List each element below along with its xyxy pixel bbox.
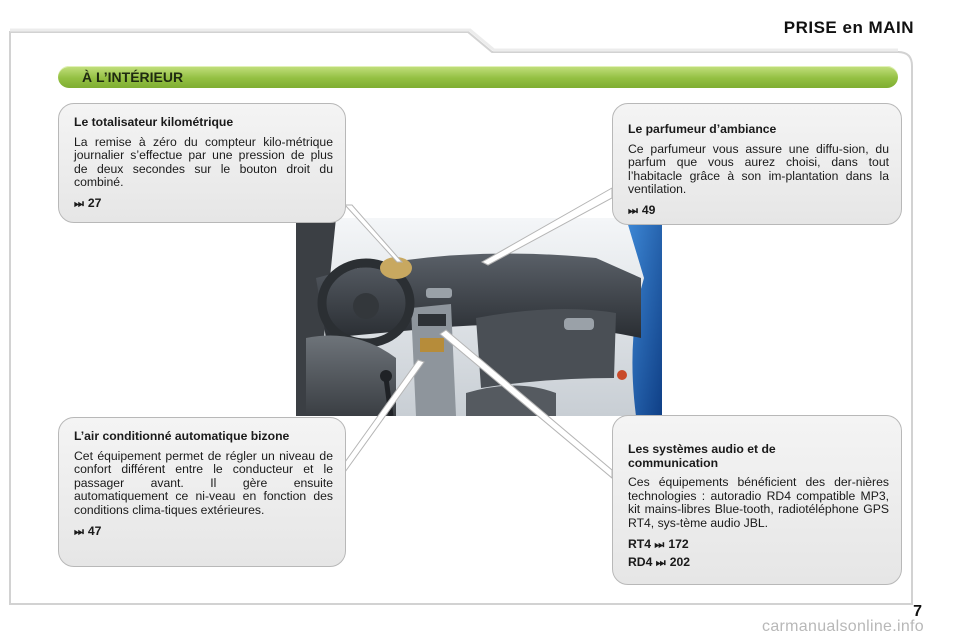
- page-reference-icon: ⏭: [628, 204, 638, 217]
- page-number: 7: [913, 603, 922, 620]
- page-reference[interactable]: [628, 204, 889, 219]
- page-reference-icon: ⏭: [74, 525, 84, 538]
- page-title: PRISE en MAIN: [783, 18, 914, 37]
- callout-air-conditioning: [58, 417, 346, 567]
- page-reference-number: 172: [668, 536, 689, 551]
- section-banner: [58, 66, 898, 88]
- page-reference-label: RT4: [628, 536, 652, 551]
- callout-text: La remise à zéro du compteur kilo-métrique journalier s’effectue par une pression de plus de deux secondes sur le bouton droit du combiné.: [74, 134, 333, 190]
- page-reference[interactable]: [74, 525, 333, 540]
- callout-title: Les systèmes audio et de communication: [628, 442, 776, 470]
- page-reference-number: 49: [641, 202, 656, 217]
- callout-title: Le totalisateur kilométrique: [74, 115, 234, 129]
- page-reference-icon: ⏭: [655, 557, 666, 570]
- page-reference-rd4[interactable]: [628, 556, 889, 571]
- callout-text: Cet équipement permet de régler un niveau de confort différent entre le conducteur et le passager avant. Il gère ensuite automatiquement ce ni-veau en fonction des conditions clima-tiques extérieures.: [74, 448, 333, 517]
- page-reference-rt4[interactable]: [628, 538, 889, 553]
- dashboard-illustration: [296, 218, 662, 416]
- callout-air-freshener: [612, 103, 902, 225]
- callout-text: Ces équipements bénéficient des der-nières technologies : autoradio RD4 compatible MP3, kit mains-libres Blue-tooth, radiotéléphone GPS RT4, sys-tème audio JBL.: [628, 475, 889, 530]
- section-title: À L’INTÉRIEUR: [82, 69, 184, 85]
- page-reference-icon: ⏭: [74, 197, 84, 210]
- callout-text: Ce parfumeur vous assure une diffu-sion, du parfum que vous aurez choisi, dans tout l’habitacle grâce à son im-plantation dans la ventilation.: [628, 141, 889, 197]
- callout-audio-systems: [612, 415, 902, 585]
- page-reference-icon: ⏭: [654, 538, 665, 551]
- callout-odometer: [58, 103, 346, 223]
- page-reference-number: 47: [87, 523, 102, 538]
- page-reference[interactable]: [74, 197, 333, 212]
- page-reference-number: 27: [87, 195, 102, 210]
- watermark: carmanualsonline.info: [762, 618, 924, 635]
- car-interior-photo: [296, 218, 662, 416]
- page-reference-label: RD4: [628, 555, 653, 570]
- callout-title: L’air conditionné automatique bizone: [74, 429, 290, 443]
- callout-title: Le parfumeur d’ambiance: [628, 122, 777, 136]
- page-reference-number: 202: [669, 555, 691, 570]
